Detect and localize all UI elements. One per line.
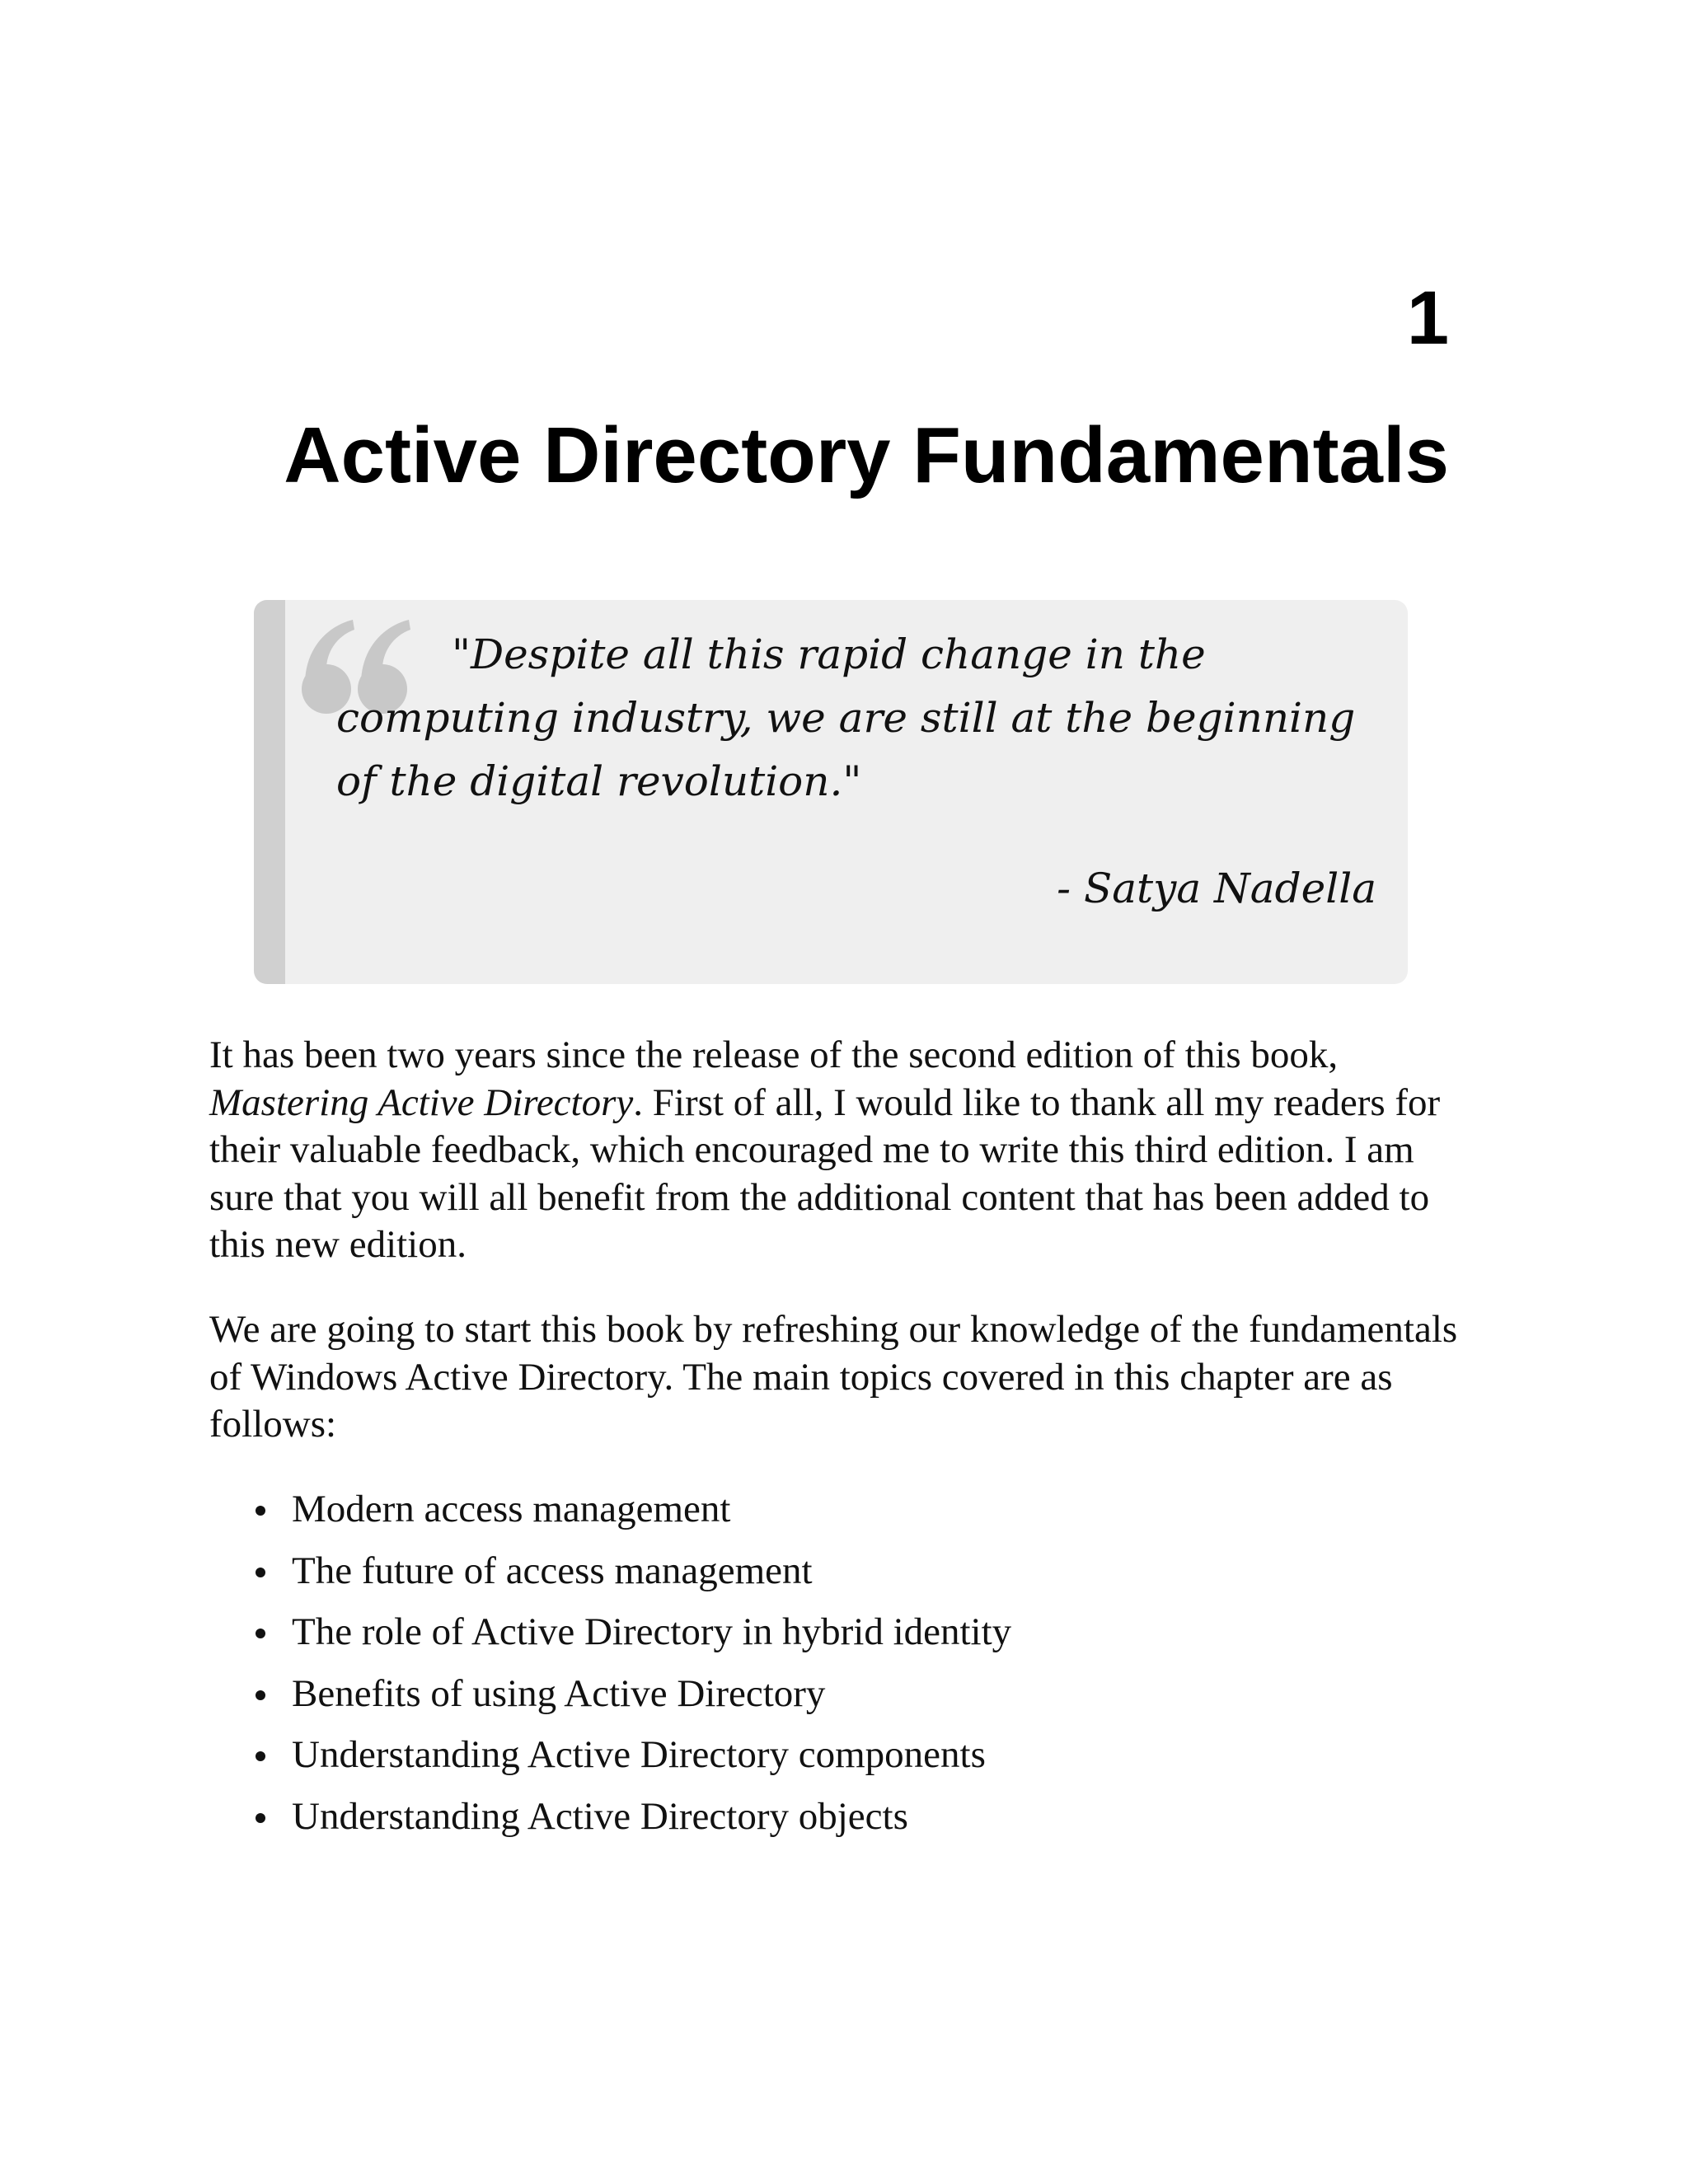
epigraph-quote-box	[254, 600, 1408, 984]
list-item	[209, 1486, 1011, 1548]
topic-label: Benefits of using Active Directory	[292, 1671, 826, 1715]
quote-accent-bar	[254, 600, 285, 984]
chapter-topics-list	[209, 1486, 1011, 1854]
list-item	[209, 1671, 1011, 1732]
list-item	[209, 1609, 1011, 1671]
topic-label: Modern access management	[292, 1488, 731, 1530]
topic-label: Understanding Active Directory objects	[292, 1794, 908, 1838]
list-item	[209, 1732, 1011, 1793]
intro-text-start: It has been two years since the release of the second edition of this book,	[209, 1033, 1339, 1076]
topic-label: The role of Active Directory in hybrid identity	[292, 1610, 1012, 1653]
quote-text: "Despite all this rapid change in the computing industry, we are still at the beginning of the digital revolution."	[336, 630, 1356, 805]
list-item	[209, 1548, 1011, 1610]
bullet-icon	[256, 1506, 265, 1516]
topics-intro-paragraph: We are going to start this book by refreshing our knowledge of the fundamentals of Windows Active Directory. The main topics covered in this chapter are as follows:	[209, 1308, 1458, 1446]
topic-label: The future of access management	[292, 1549, 813, 1592]
intro-text-end: . First of all, I would like to thank all my readers for their valuable feedback, which encouraged me to write this third edition. I am sure that you will all benefit from the additional content that has been added to this new edition.	[209, 1080, 1441, 1266]
bullet-icon	[256, 1690, 265, 1700]
intro-paragraph	[209, 1032, 1462, 1269]
bullet-icon	[256, 1568, 265, 1577]
quote-author: - Satya Nadella	[1057, 865, 1376, 912]
list-item	[209, 1793, 1011, 1855]
topic-label: Understanding Active Directory components	[292, 1733, 986, 1776]
bullet-icon	[256, 1629, 265, 1638]
chapter-title: Active Directory Fundamentals	[284, 411, 1449, 499]
bullet-icon	[256, 1813, 265, 1823]
book-title-emphasis: Mastering Active Directory	[209, 1080, 634, 1124]
chapter-number: 1	[1406, 276, 1449, 360]
bullet-icon	[256, 1751, 265, 1761]
